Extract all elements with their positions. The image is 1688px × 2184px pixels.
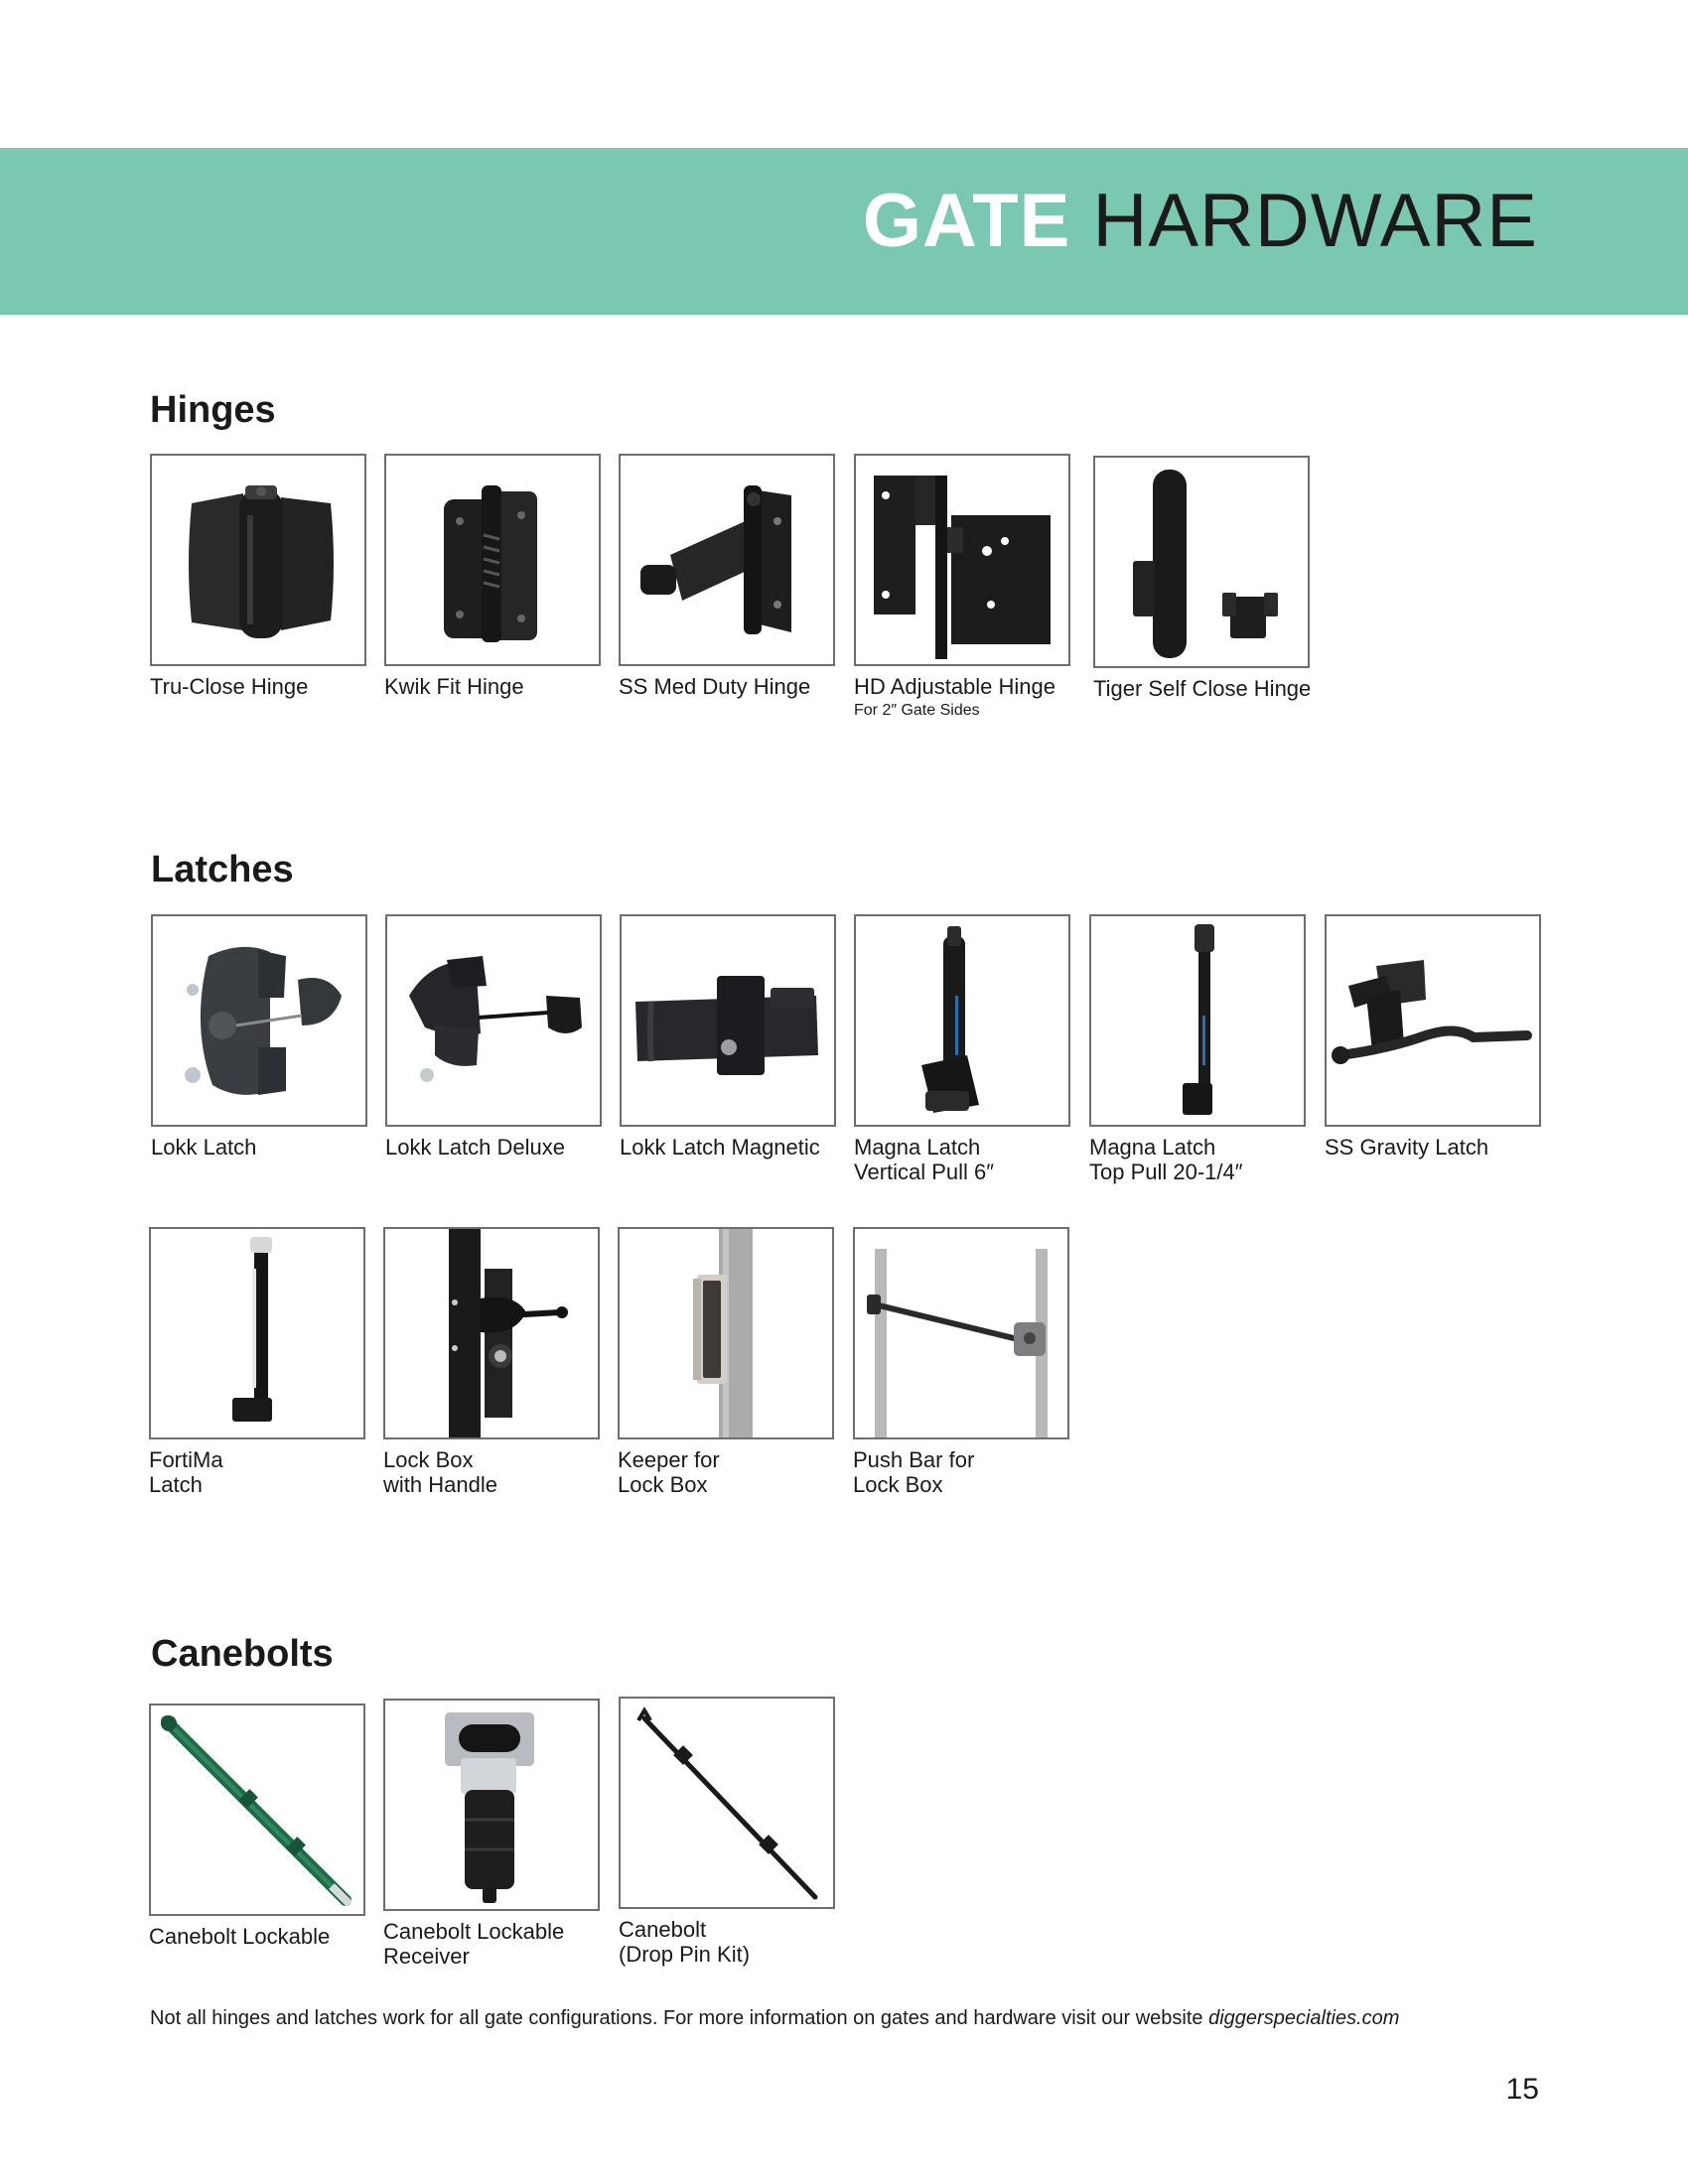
product-canebolt-lockable-receiver: [383, 1699, 600, 1969]
product-image-frame: [853, 1227, 1069, 1439]
product-lokk-latch-magnetic: [620, 914, 836, 1160]
title-bold: GATE: [862, 179, 1071, 263]
product-image-frame: [384, 454, 601, 666]
product-name-line2: (Drop Pin Kit): [619, 1942, 751, 1967]
product-image-frame: [618, 1227, 834, 1439]
product-canebolt-lockable: [149, 1704, 365, 1949]
footnote-text: Not all hinges and latches work for all gate configurations. For more information on gates and hardware visit our website: [150, 2007, 1209, 2029]
product-image-frame: [619, 1697, 835, 1909]
product-name: SS Gravity Latch: [1325, 1135, 1489, 1160]
product-name-line2: Receiver: [383, 1944, 470, 1969]
product-name: Push Bar for: [853, 1447, 975, 1472]
product-image-frame: [619, 454, 835, 666]
product-name-line2: Latch: [149, 1472, 203, 1497]
magna-latch-top-pull-image: [1091, 916, 1304, 1125]
tru-close-hinge-image: [152, 456, 364, 664]
product-kwik-fit-hinge: [384, 454, 601, 699]
product-name: Canebolt Lockable: [383, 1919, 565, 1944]
product-ss-gravity-latch: [1325, 914, 1541, 1160]
product-image-frame: [1325, 914, 1541, 1127]
product-name-line2: with Handle: [383, 1472, 497, 1497]
lokk-latch-magnetic-image: [622, 916, 834, 1125]
product-name: Lokk Latch Deluxe: [385, 1135, 565, 1160]
product-name: Tru-Close Hinge: [150, 674, 309, 699]
product-image-frame: [383, 1227, 600, 1439]
product-image-frame: [1089, 914, 1306, 1127]
header-banner: [0, 148, 1688, 315]
ss-med-duty-hinge-image: [621, 456, 833, 664]
fortima-latch-image: [151, 1229, 363, 1437]
product-fortima-latch: [149, 1227, 365, 1497]
product-canebolt-drop-pin-kit: [619, 1697, 835, 1967]
product-push-bar-for-lock-box: [853, 1227, 1069, 1497]
product-image-frame: [854, 914, 1070, 1127]
product-lokk-latch: [151, 914, 367, 1160]
product-name: Keeper for: [618, 1447, 720, 1472]
magna-latch-vertical-pull-image: [856, 916, 1068, 1125]
product-note: For 2″ Gate Sides: [854, 702, 980, 719]
product-name: FortiMa: [149, 1447, 223, 1472]
product-magna-latch-vertical-pull: [854, 914, 1070, 1184]
product-name: SS Med Duty Hinge: [619, 674, 811, 699]
section-title-hinges: Hinges: [150, 389, 276, 431]
product-image-frame: [151, 914, 367, 1127]
product-name-line2: Lock Box: [618, 1472, 708, 1497]
product-name: Magna Latch: [854, 1135, 981, 1160]
product-name: Magna Latch: [1089, 1135, 1216, 1160]
product-tru-close-hinge: [150, 454, 366, 699]
push-bar-for-lock-box-image: [855, 1229, 1067, 1437]
product-magna-latch-top-pull: [1089, 914, 1306, 1184]
section-title-canebolts: Canebolts: [151, 1633, 334, 1675]
product-lock-box-with-handle: [383, 1227, 600, 1497]
lock-box-with-handle-image: [385, 1229, 598, 1437]
website-link[interactable]: diggerspecialties.com: [1208, 2007, 1400, 2029]
canebolt-lockable-receiver-image: [385, 1701, 598, 1909]
hd-adjustable-hinge-image: [856, 456, 1068, 664]
product-image-frame: [149, 1704, 365, 1916]
product-image-frame: [620, 914, 836, 1127]
footnote: [150, 2007, 1399, 2030]
product-name-line2: Top Pull 20-1/4″: [1089, 1160, 1243, 1184]
product-keeper-for-lock-box: [618, 1227, 834, 1497]
product-image-frame: [149, 1227, 365, 1439]
ss-gravity-latch-image: [1327, 916, 1539, 1125]
product-name: Lokk Latch Magnetic: [620, 1135, 820, 1160]
canebolt-drop-pin-kit-image: [621, 1699, 833, 1907]
product-name: Kwik Fit Hinge: [384, 674, 524, 699]
product-image-frame: [854, 454, 1070, 666]
section-title-latches: Latches: [151, 849, 294, 890]
keeper-for-lock-box-image: [620, 1229, 832, 1437]
product-image-frame: [385, 914, 602, 1127]
product-image-frame: [383, 1699, 600, 1911]
product-hd-adjustable-hinge: [854, 454, 1070, 720]
kwik-fit-hinge-image: [386, 456, 599, 664]
tiger-self-close-hinge-image: [1095, 458, 1308, 666]
title-light: HARDWARE: [1092, 179, 1538, 263]
product-name-line2: Lock Box: [853, 1472, 943, 1497]
product-name-line2: Vertical Pull 6″: [854, 1160, 995, 1184]
product-name: Tiger Self Close Hinge: [1093, 676, 1312, 701]
product-ss-med-duty-hinge: [619, 454, 835, 699]
lokk-latch-image: [153, 916, 365, 1125]
product-name: Canebolt: [619, 1917, 707, 1942]
lokk-latch-deluxe-image: [387, 916, 600, 1125]
product-lokk-latch-deluxe: [385, 914, 602, 1160]
product-name: Lock Box: [383, 1447, 474, 1472]
product-image-frame: [1093, 456, 1310, 668]
page-number: 15: [1505, 2073, 1539, 2106]
page-title: [862, 179, 1538, 263]
product-name: Canebolt Lockable: [149, 1924, 331, 1949]
product-name: HD Adjustable Hinge: [854, 674, 1056, 699]
product-tiger-self-close-hinge: [1093, 456, 1310, 701]
product-image-frame: [150, 454, 366, 666]
canebolt-lockable-image: [151, 1706, 363, 1914]
product-name: Lokk Latch: [151, 1135, 257, 1160]
